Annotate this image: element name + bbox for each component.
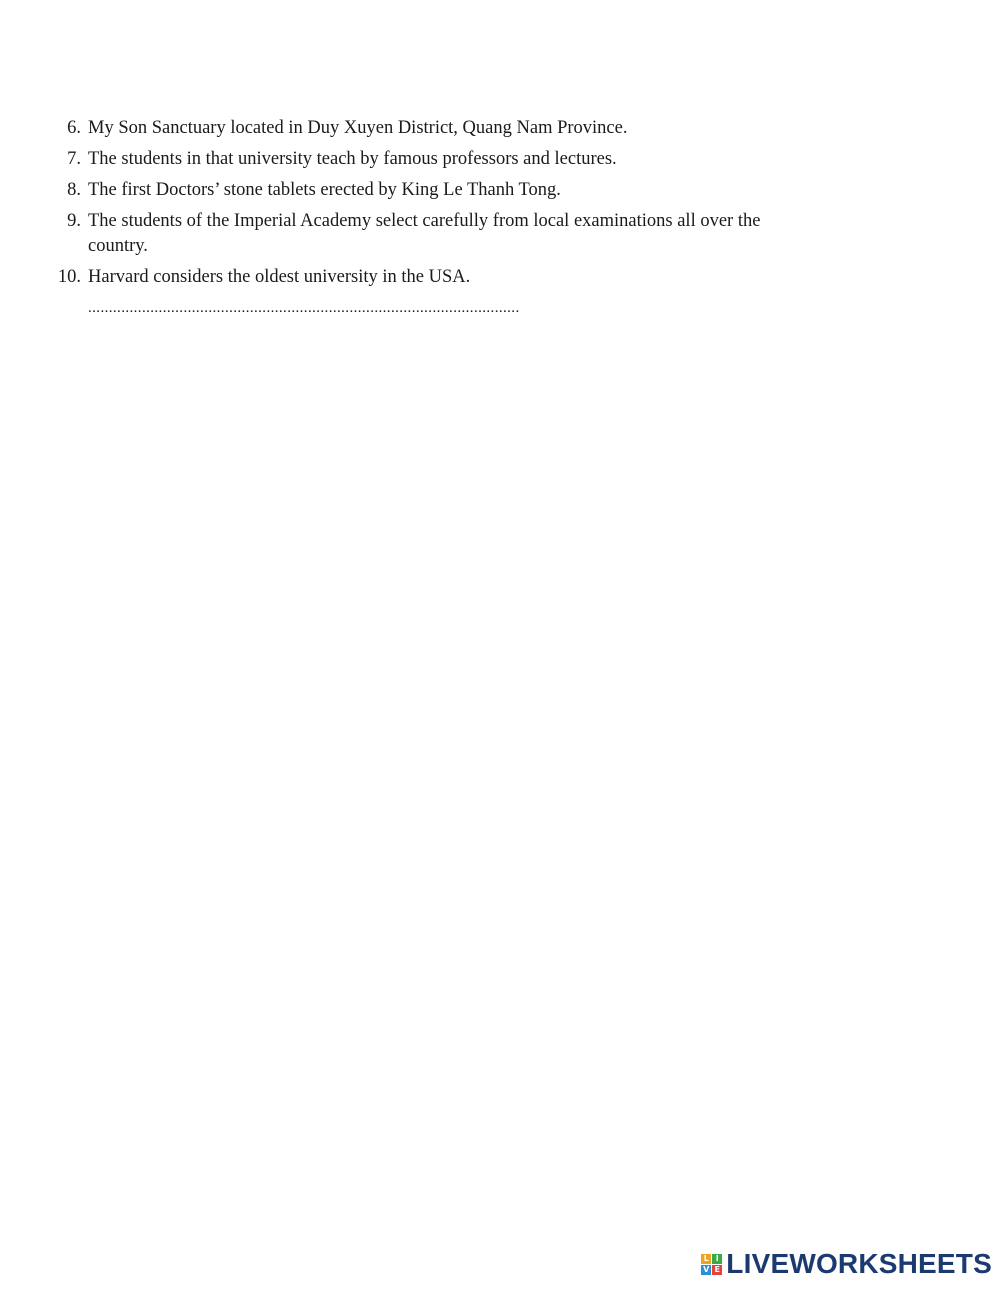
- liveworksheets-logo: [701, 1249, 992, 1279]
- item-sentence: The first Doctors’ stone tablets erected by King Le Thanh Tong.: [88, 180, 561, 200]
- item-sentence: The students in that university teach by famous professors and lectures.: [88, 149, 617, 169]
- item-sentence: The students of the Imperial Academy select carefully from local examinations all over the country.: [88, 211, 761, 256]
- item-number: 8.: [67, 180, 81, 200]
- exercise-list: [52, 116, 792, 296]
- logo-block-i: I: [712, 1254, 722, 1264]
- logo-block-e: E: [712, 1265, 722, 1275]
- item-number: 6.: [67, 118, 81, 138]
- logo-block-v: V: [703, 1264, 710, 1274]
- exercise-item-7: [52, 147, 792, 172]
- item-number: 9.: [67, 211, 81, 231]
- exercise-item-10: [52, 265, 792, 290]
- brand-wordmark: LIVEWORKSHEETS: [726, 1248, 992, 1279]
- item-sentence: Harvard considers the oldest university in the USA.: [88, 267, 471, 287]
- item-sentence: My Son Sanctuary located in Duy Xuyen District, Quang Nam Province.: [88, 118, 628, 138]
- exercise-item-6: [52, 116, 792, 141]
- exercise-item-9: [52, 209, 792, 259]
- answer-blank-line[interactable]: ........................................................................................................: [88, 300, 520, 316]
- live-blocks-icon: [701, 1254, 722, 1275]
- exercise-item-8: [52, 178, 792, 203]
- item-number: 7.: [67, 149, 81, 169]
- item-number: 10.: [57, 267, 81, 287]
- logo-block-l: L: [701, 1254, 711, 1264]
